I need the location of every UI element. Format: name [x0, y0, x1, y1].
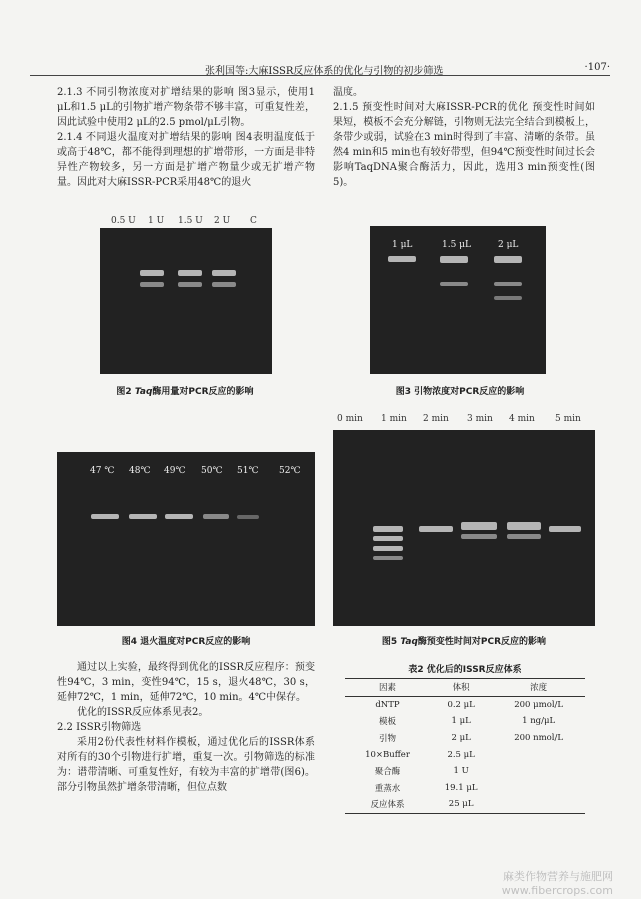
- table-row: 模板 1 μL 1 ng/μL: [379, 716, 556, 728]
- table-row: 10×Buffer 2.5 μL: [365, 749, 475, 760]
- gel-band: [388, 256, 416, 262]
- header-title: 张利国等:大麻ISSR反应体系的优化与引物的初步筛选: [205, 66, 444, 77]
- gel-band: [203, 514, 229, 519]
- gel-band: [461, 534, 497, 539]
- gel-band: [140, 282, 164, 287]
- table-header-cell: 浓度: [530, 683, 548, 694]
- gel-band: [494, 282, 522, 286]
- gel-band: [494, 296, 522, 300]
- section-2-1-5: 2.1.5 预变性时间对大麻ISSR-PCR的优化 预变性时间如果短，模板不会充分解链，引物则无法完全结合到模板上，条带少或弱，试验在3 min时得到了丰富、清晰的条带。虽然4 min和5 min也有较好带型，但94℃预变性时间过长会影响TaqDNA聚合酶活力，因此，选用3 min预变性(图5)。: [333, 102, 595, 188]
- left-column-bottom: [57, 660, 315, 795]
- fig2-lane-label: 1.5 U: [178, 216, 203, 226]
- watermark-site-name: 麻类作物营养与施肥网: [503, 870, 613, 883]
- section-2-2-heading: 2.2 ISSR引物筛选: [57, 722, 142, 733]
- fig5-lane-labels: [333, 414, 595, 428]
- gel-band: [440, 282, 468, 286]
- optimized-program-paragraph: 通过以上实验，最终得到优化的ISSR反应程序：预变性94℃，3 min，变性94℃，15 s，退火48℃，30 s，延伸72℃，1 min，延伸72℃，10 min。4℃中保存。: [57, 662, 315, 703]
- left-column-top: [57, 85, 315, 190]
- watermark-url: www.fibercrops.com: [501, 884, 613, 897]
- header-rule: [30, 75, 610, 76]
- fig4-lane-label: 49℃: [164, 466, 186, 476]
- gel-band: [165, 514, 193, 519]
- fig4-lane-label: 47 ℃: [90, 466, 115, 476]
- gel-band: [373, 556, 403, 560]
- gel-band: [212, 270, 236, 276]
- gel-band: [461, 522, 497, 530]
- gel-band: [178, 282, 202, 287]
- fig4-gel-image: [57, 452, 315, 626]
- gel-band: [140, 270, 164, 276]
- fig3-lane-label: 2 μL: [498, 240, 519, 250]
- fig2-lane-label: C: [250, 216, 257, 226]
- fig5-lane-label: 2 min: [423, 414, 449, 424]
- gel-band: [373, 546, 403, 551]
- gel-band: [507, 522, 541, 530]
- fig2-lane-label: 0.5 U: [111, 216, 136, 226]
- primer-screening-paragraph: 采用2份代表性材料作模板，通过优化后的ISSR体系对所有的30个引物进行扩增，重复一次。引物筛选的标准为：谱带清晰、可重复性好，有较为丰富的扩增带(图6)。部分引物虽然扩增条带清晰，但位点数: [57, 737, 315, 793]
- page-number: ·107·: [584, 62, 610, 73]
- table-row: 聚合酶 1 U: [374, 766, 469, 778]
- fig4-lane-label: 51℃: [237, 466, 259, 476]
- fig3-gel-image: [370, 226, 546, 374]
- gel-band: [178, 270, 202, 276]
- table-row: 重蒸水 19.1 μL: [374, 782, 478, 794]
- table-row: 反应体系 25 μL: [345, 796, 585, 813]
- gel-band: [237, 515, 259, 519]
- gel-band: [494, 256, 522, 263]
- fig2-gel-image: [100, 228, 272, 374]
- fig3-lane-label: 1.5 μL: [442, 240, 471, 250]
- fig5-lane-label: 3 min: [467, 414, 493, 424]
- fig4-lane-label: 52℃: [279, 466, 301, 476]
- fig5-lane-label: 4 min: [509, 414, 535, 424]
- table-row: dNTP 0.2 μL 200 μmol/L: [375, 699, 564, 710]
- table-reference-paragraph: 优化的ISSR反应体系见表2。: [77, 707, 209, 718]
- gel-band: [212, 282, 236, 287]
- fig3-lane-label: 1 μL: [392, 240, 413, 250]
- table-header-cell: 因素: [379, 683, 397, 694]
- gel-band: [549, 526, 581, 532]
- section-2-1-4: 2.1.4 不同退火温度对扩增结果的影响 图4表明温度低于或高于48℃，都不能得到理想的扩增带形，一方面是非特异性产物较多，另一方面是扩增产物量少或无扩增产物量。因此对大麻ISSR-PCR采用48℃的退火: [57, 132, 315, 188]
- gel-band: [129, 514, 157, 519]
- fig4-caption: 图4 退火温度对PCR反应的影响: [121, 637, 251, 647]
- right-column-top: [333, 85, 595, 190]
- table-header-row: [345, 679, 585, 697]
- table2-title: 表2 优化后的ISSR反应体系: [408, 665, 522, 675]
- section-2-1-3: 2.1.3 不同引物浓度对扩增结果的影响 图3显示，使用1 μL和1.5 μL的引物扩增产物条带不够丰富，可重复性差，因此试验中使用2 μL的2.5 pmol/μL引物。: [57, 87, 315, 128]
- fig2-lane-label: 2 U: [214, 216, 231, 226]
- fig4-lane-label: 48℃: [129, 466, 151, 476]
- fig5-caption: 图5 Taq酶预变性时间对PCR反应的影响: [381, 637, 547, 647]
- gel-band: [419, 526, 453, 532]
- gel-band: [440, 256, 468, 263]
- fig2-lane-label: 1 U: [148, 216, 165, 226]
- fig2-caption: 图2 Taq酶用量对PCR反应的影响: [116, 387, 254, 397]
- fig5-gel-image: [333, 430, 595, 626]
- gel-band: [91, 514, 119, 519]
- gel-band: [373, 526, 403, 532]
- fig4-lane-label: 50℃: [201, 466, 223, 476]
- fig3-caption: 图3 引物浓度对PCR反应的影响: [395, 387, 525, 397]
- fig5-lane-label: 0 min: [337, 414, 363, 424]
- fig5-lane-label: 5 min: [555, 414, 581, 424]
- table2: [345, 678, 585, 814]
- gel-band: [507, 534, 541, 539]
- table-header-cell: 体积: [452, 683, 470, 694]
- fig5-lane-label: 1 min: [381, 414, 407, 424]
- continued-text: 温度。: [333, 87, 363, 98]
- table-row: 引物 2 μL 200 nmol/L: [379, 733, 564, 745]
- gel-band: [373, 536, 403, 541]
